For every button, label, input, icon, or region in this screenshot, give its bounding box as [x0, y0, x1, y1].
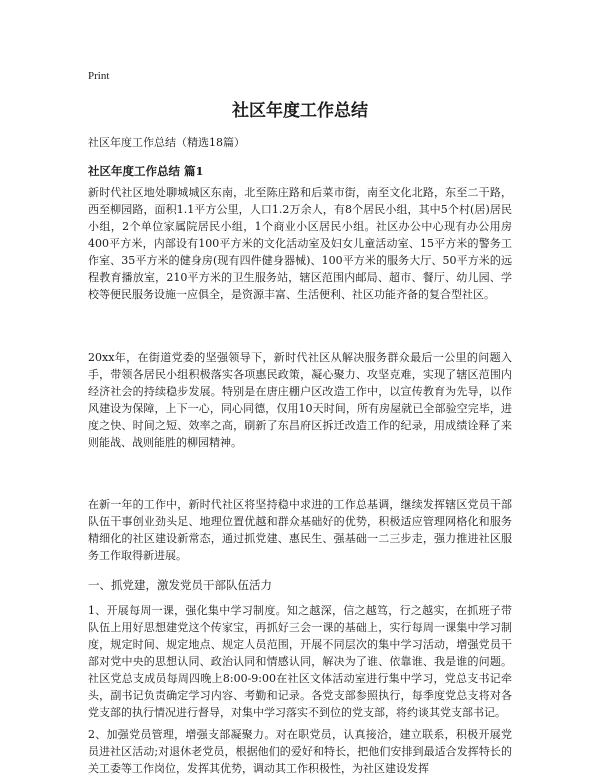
paragraph-4: 1、开展每周一课，强化集中学习制度。知之越深，信之越笃，行之越实，在抓班子带队伍上用好思想建党这个传家宝，再抓好三会一课的基础上，实行每周一课集中学习制度，规定时间、规定地点、规定人员范围，开展不同层次的集中学习活动，增强党员干部对党中央的思想认同、政治认同和情感认同，解决为了谁、依靠谁、我是谁的问题。社区党总支成员每周四晚上8:00-9:00在社区文体活动室进行集中学习，党总支书记牵头，副书记负责确定学习内容、考勤和记录。各党支部参照执行，每季度党总支将对各党支部的执行情况进行督导，对集中学习落实不到位的党支部，将约谈其党支部书记。	[88, 604, 512, 719]
document-subtitle: 社区年度工作总结（精选18篇）	[88, 136, 245, 149]
paragraph-5: 2、加强党员管理，增强支部凝聚力。对在职党员，认真接洽，建立联系，积极开展党员进社区活动;对退休老党员，根据他们的爱好和特长，把他们安排到最适合发挥特长的关工委等工作岗位，发挥其优势，调动其工作积极性，为社区建设发挥	[88, 728, 512, 775]
paragraph-1: 新时代社区地处聊城城区东南，北至陈庄路和后菜市街，南至文化北路，东至二干路，西至柳园路，面积1.1平方公里，人口1.2万余人，有8个居民小组，其中5个村(居)居民小组，2个单位家属院居民小组，1个商业小区居民小组。社区办公中心现有办公用房400平方米，内部设有100平方米的文化活动室及妇女儿童活动室、15平方米的警务工作室、35平方米的健身房(现有四件健身器械)、100平方米的服务大厅、50平方米的远程教育播放室，210平方米的卫生服务站，辖区范围内邮局、超市、餐厅、幼儿园、学校等便民服务设施一应俱全，是资源丰富、生活便利、社区功能齐备的复合型社区。	[88, 186, 512, 301]
paragraph-3: 在新一年的工作中，新时代社区将坚持稳中求进的工作总基调，继续发挥辖区党员干部队伍干事创业劲头足、地理位置优越和群众基础好的优势，积极适应管理网格化和服务精细化的社区建设新常态，通过抓党建、惠民生、强基础一二三步走，强力推进社区服务工作取得新进展。	[88, 498, 512, 562]
print-link[interactable]: Print	[88, 70, 110, 82]
paragraph-2: 20xx年，在街道党委的坚强领导下，新时代社区从解决服务群众最后一公里的问题入手，带领各居民小组积极落实各项惠民政策，凝心聚力、攻坚克难，实现了辖区范围内经济社会的持续稳步发展。特别是在唐庄棚户区改造工作中，以宣传教育为先导，以作风建设为保障，上下一心，同心同德，仅用10天时间，所有房屋就已全部验空完毕，进度之快、时间之短、效率之高，刷新了东昌府区拆迁改造工作的纪录，用成绩诠释了来则能战、战则能胜的柳园精神。	[88, 351, 512, 449]
section-heading: 社区年度工作总结 篇1	[88, 164, 204, 178]
heading-one: 一、抓党建，激发党员干部队伍活力	[88, 578, 272, 592]
page-title: 社区年度工作总结	[232, 101, 368, 121]
